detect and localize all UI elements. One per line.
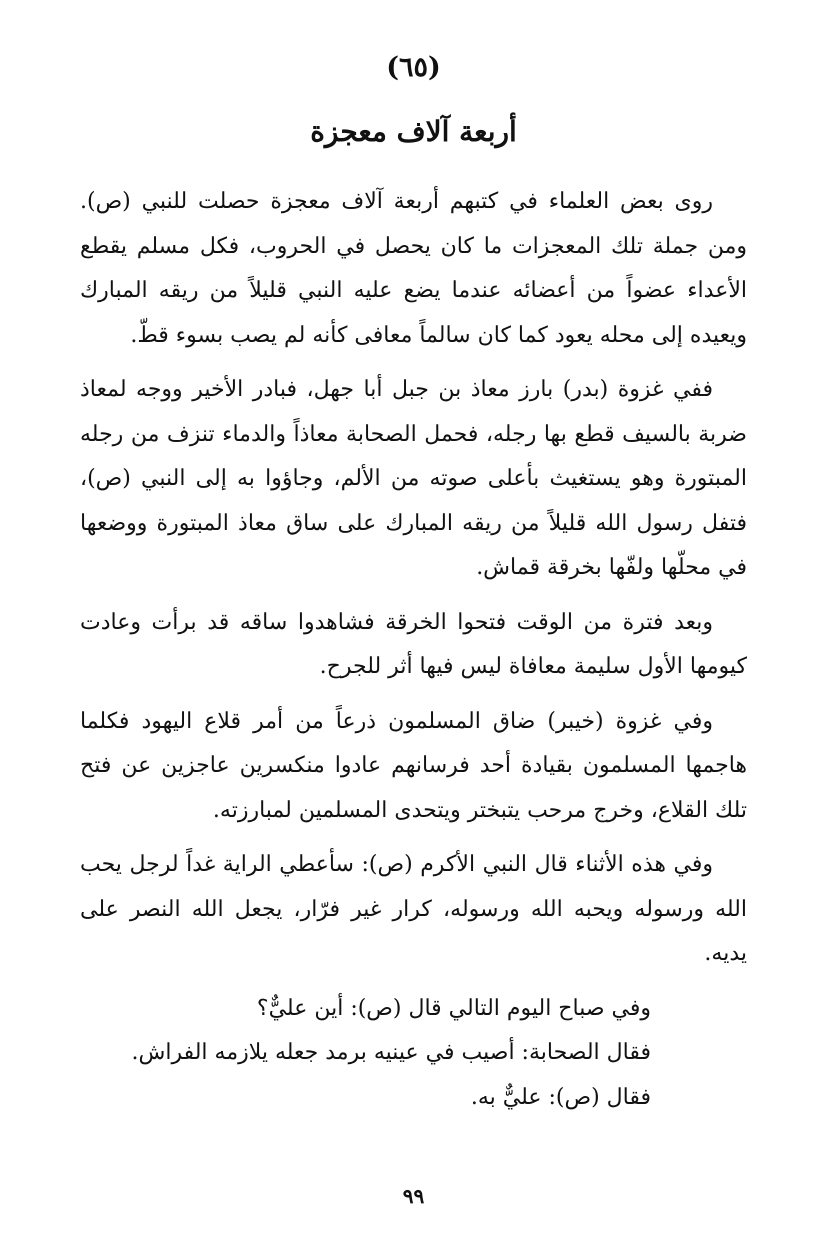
paragraph-3: وبعد فترة من الوقت فتحوا الخرقة فشاهدوا ساقه قد برأت وعادت كيومها الأول سليمة معافاة ليس فيها أثر للجرح. [80,609,747,679]
paragraph-1: روى بعض العلماء في كتبهم أربعة آلاف معجزة حصلت للنبي (ص). ومن جملة تلك المعجزات ما كان يحصل في الحروب، فكل مسلم يقطع الأعداء عضواً من أعضائه عندما يضع عليه النبي قليلاً من ريقه المبارك ويعيده إلى محله يعود كما كان سالماً معافى كأنه لم يصب بسوء قطّ. [80,189,747,348]
page-number: ٩٩ [402,1184,425,1208]
dialogue-line-1: وفي صباح اليوم التالي قال (ص): أين عليٌّ؟ [256,995,651,1021]
dialogue-block [80,987,747,1121]
chapter-title: أربعة آلاف معجزة [310,115,517,148]
paragraph-4: وفي غزوة (خيبر) ضاق المسلمون ذرعاً من أمر قلاع اليهود فكلما هاجمها المسلمون بقيادة أحد فرسانهم عادوا منكسرين عاجزين عن فتح تلك القلاع، وخرج مرحب يتبختر ويتحدى المسلمين لمبارزته. [80,708,747,823]
chapter-number: (٦٥) [386,52,441,83]
dialogue-line-2: فقال الصحابة: أصيب في عينيه برمد جعله يلازمه الفراش. [131,1040,651,1065]
dialogue-line-3: فقال (ص): عليٌّ به. [470,1084,651,1110]
paragraph-2: ففي غزوة (بدر) بارز معاذ بن جبل أبا جهل، فبادر الأخير ووجه لمعاذ ضربة بالسيف قطع بها رجله، فحمل الصحابة معاذاً والدماء تنزف من رجله المبتورة وهو يستغيث بأعلى صوته من الألم، وجاؤوا به إلى النبي (ص)، فتفل رسول الله قليلاً من ريقه المبارك على ساق معاذ المبتورة ووضعها في محلّها ولفّها بخرقة قماش. [80,377,747,580]
body-text [80,180,747,1120]
paragraph-5: وفي هذه الأثناء قال النبي الأكرم (ص): سأعطي الراية غداً لرجل يحب الله ورسوله ويحبه الله ورسوله، كرار غير فرّار، يجعل الله النصر على يديه. [80,852,747,966]
